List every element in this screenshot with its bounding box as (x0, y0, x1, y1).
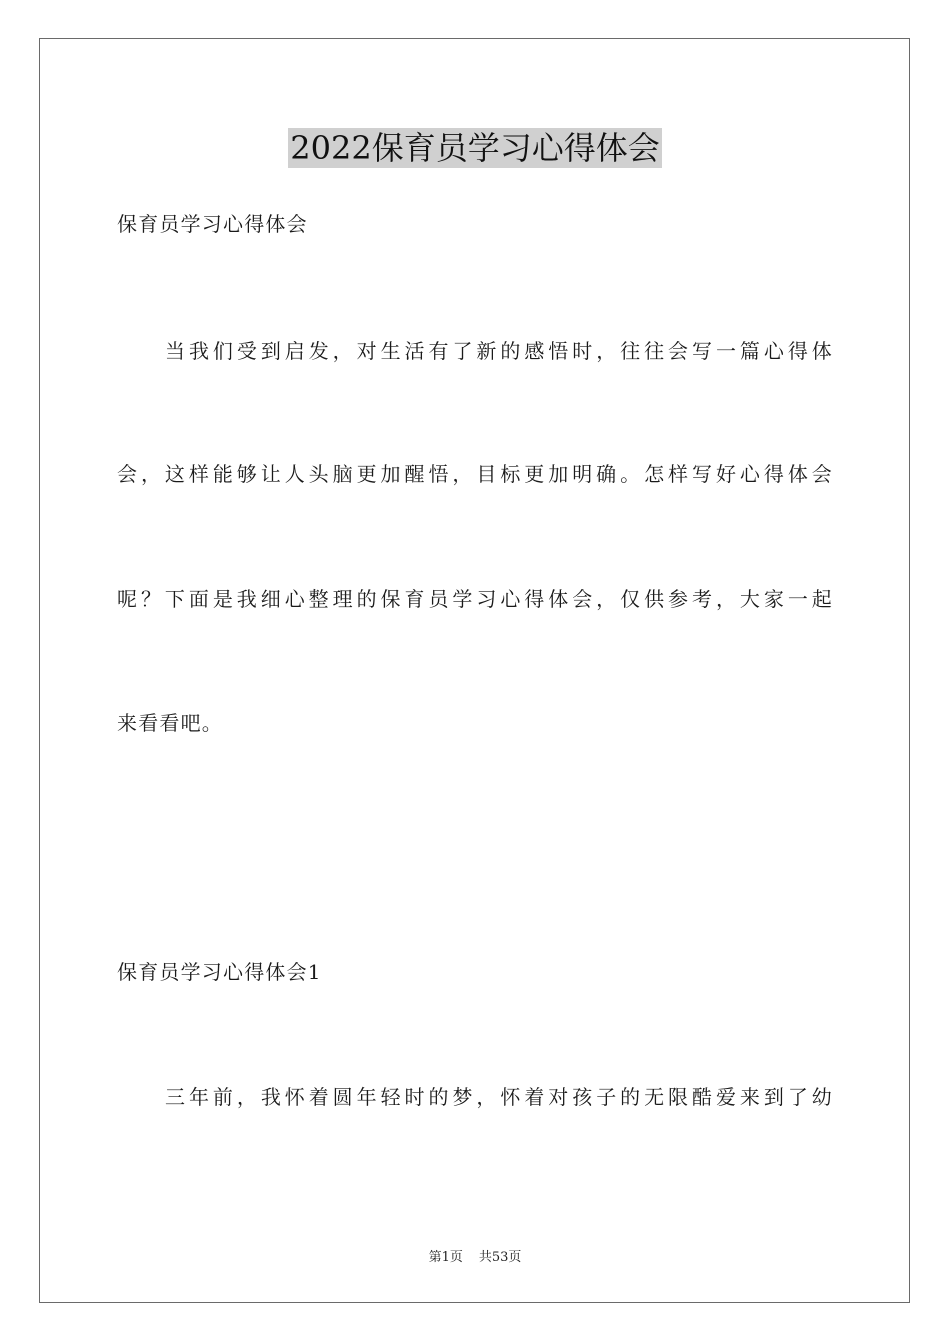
document-subtitle: 保育员学习心得体会 (117, 212, 308, 236)
intro-line-1: 当我们受到启发，对生活有了新的感悟时，往往会写一篇心得体 (165, 339, 833, 363)
title-container (0, 128, 950, 168)
page-footer (0, 1249, 950, 1267)
intro-line-2: 会，这样能够让人头脑更加醒悟，目标更加明确。怎样写好心得体会 (117, 462, 833, 486)
page-number-current: 第1页 (428, 1250, 463, 1265)
document-title: 2022保育员学习心得体会 (290, 129, 660, 167)
page-number-total: 共53页 (478, 1250, 522, 1265)
intro-line-3: 呢？下面是我细心整理的保育员学习心得体会，仅供参考，大家一起 (117, 587, 833, 611)
section-heading: 保育员学习心得体会1 (117, 960, 322, 984)
intro-line-4: 来看看吧。 (117, 711, 223, 735)
section-line-1: 三年前，我怀着圆年轻时的梦，怀着对孩子的无限酷爱来到了幼 (165, 1085, 833, 1109)
